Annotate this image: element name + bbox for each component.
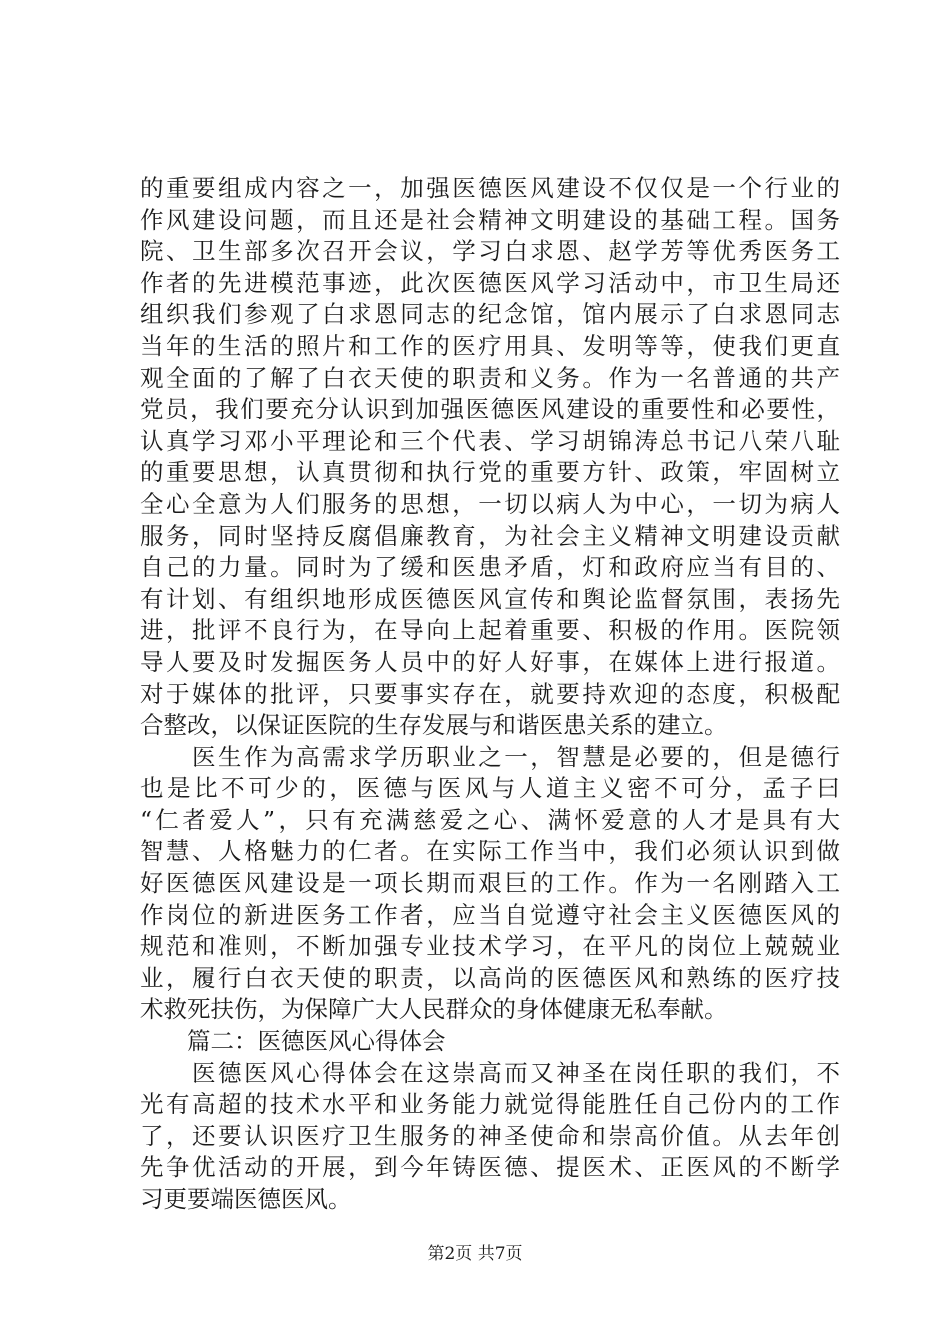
section-heading: 篇二：医德医风心得体会: [140, 1027, 446, 1056]
text-line: 全心全意为人们服务的思想，一切以病人为中心，一切为病人: [140, 489, 840, 518]
text-line: 先争优活动的开展，到今年铸医德、提医术、正医风的不断学: [140, 1153, 840, 1182]
text-line: 作者的先进模范事迹，此次医德医风学习活动中，市卫生局还: [140, 268, 840, 297]
text-line: 规范和准则，不断加强专业技术学习，在平凡的岗位上兢兢业: [140, 932, 840, 961]
text-line: 了，还要认识医疗卫生服务的神圣使命和崇高价值。从去年创: [140, 1121, 840, 1150]
text-line: 光有高超的技术水平和业务能力就觉得能胜任自己份内的工作: [140, 1090, 840, 1119]
paragraph-end-line: 合整改，以保证医院的生存发展与和谐医患关系的建立。: [140, 711, 728, 740]
text-line: 作岗位的新进医务工作者，应当自觉遵守社会主义医德医风的: [140, 900, 840, 929]
text-line: 好医德医风建设是一项长期而艰巨的工作。作为一名刚踏入工: [140, 869, 840, 898]
text-line: 导人要及时发掘医务人员中的好人好事，在媒体上进行报道。: [140, 647, 840, 676]
text-line: 也是比不可少的，医德与医风与人道主义密不可分，孟子曰: [140, 774, 840, 803]
text-line: 观全面的了解了白衣天使的职责和义务。作为一名普通的共产: [140, 363, 840, 392]
text-line: 服务，同时坚持反腐倡廉教育，为社会主义精神文明建设贡献: [140, 521, 840, 550]
text-line: 医德医风心得体会在这崇高而又神圣在岗任职的我们，不: [140, 1058, 840, 1087]
text-line: 自己的力量。同时为了缓和医患矛盾，灯和政府应当有目的、: [140, 553, 840, 582]
text-line: 进，批评不良行为，在导向上起着重要、积极的作用。医院领: [140, 616, 840, 645]
text-line: 医生作为高需求学历职业之一，智慧是必要的，但是德行: [140, 742, 840, 771]
text-line: “仁者爱人”，只有充满慈爱之心、满怀爱意的人才是具有大: [140, 805, 840, 834]
text-line: 认真学习邓小平理论和三个代表、学习胡锦涛总书记八荣八耻: [140, 426, 840, 455]
text-line: 智慧、人格魅力的仁者。在实际工作当中，我们必须认识到做: [140, 837, 840, 866]
paragraph-end-line: 术救死扶伤，为保障广大人民群众的身体健康无私奉献。: [140, 995, 728, 1024]
text-line: 的重要组成内容之一，加强医德医风建设不仅仅是一个行业的: [140, 174, 840, 202]
paragraph-end-line: 习更要端医德医风。: [140, 1185, 352, 1213]
text-line: 组织我们参观了白求恩同志的纪念馆，馆内展示了白求恩同志: [140, 300, 840, 329]
text-line: 党员，我们要充分认识到加强医德医风建设的重要性和必要性，: [140, 395, 840, 424]
page-number: 第2页 共7页: [427, 1244, 523, 1264]
text-line: 业，履行白衣天使的职责，以高尚的医德医风和熟练的医疗技: [140, 963, 840, 992]
body-text: [140, 173, 840, 1216]
text-line: 作风建设问题，而且还是社会精神文明建设的基础工程。国务: [140, 205, 840, 234]
text-line: 的重要思想，认真贯彻和执行党的重要方针、政策，牢固树立: [140, 458, 840, 487]
text-line: 有计划、有组织地形成医德医风宣传和舆论监督氛围，表扬先: [140, 584, 840, 613]
text-line: 当年的生活的照片和工作的医疗用具、发明等等，使我们更直: [140, 331, 840, 360]
text-line: 院、卫生部多次召开会议，学习白求恩、赵学芳等优秀医务工: [140, 237, 840, 266]
text-line: 对于媒体的批评，只要事实存在，就要持欢迎的态度，积极配: [140, 679, 840, 708]
